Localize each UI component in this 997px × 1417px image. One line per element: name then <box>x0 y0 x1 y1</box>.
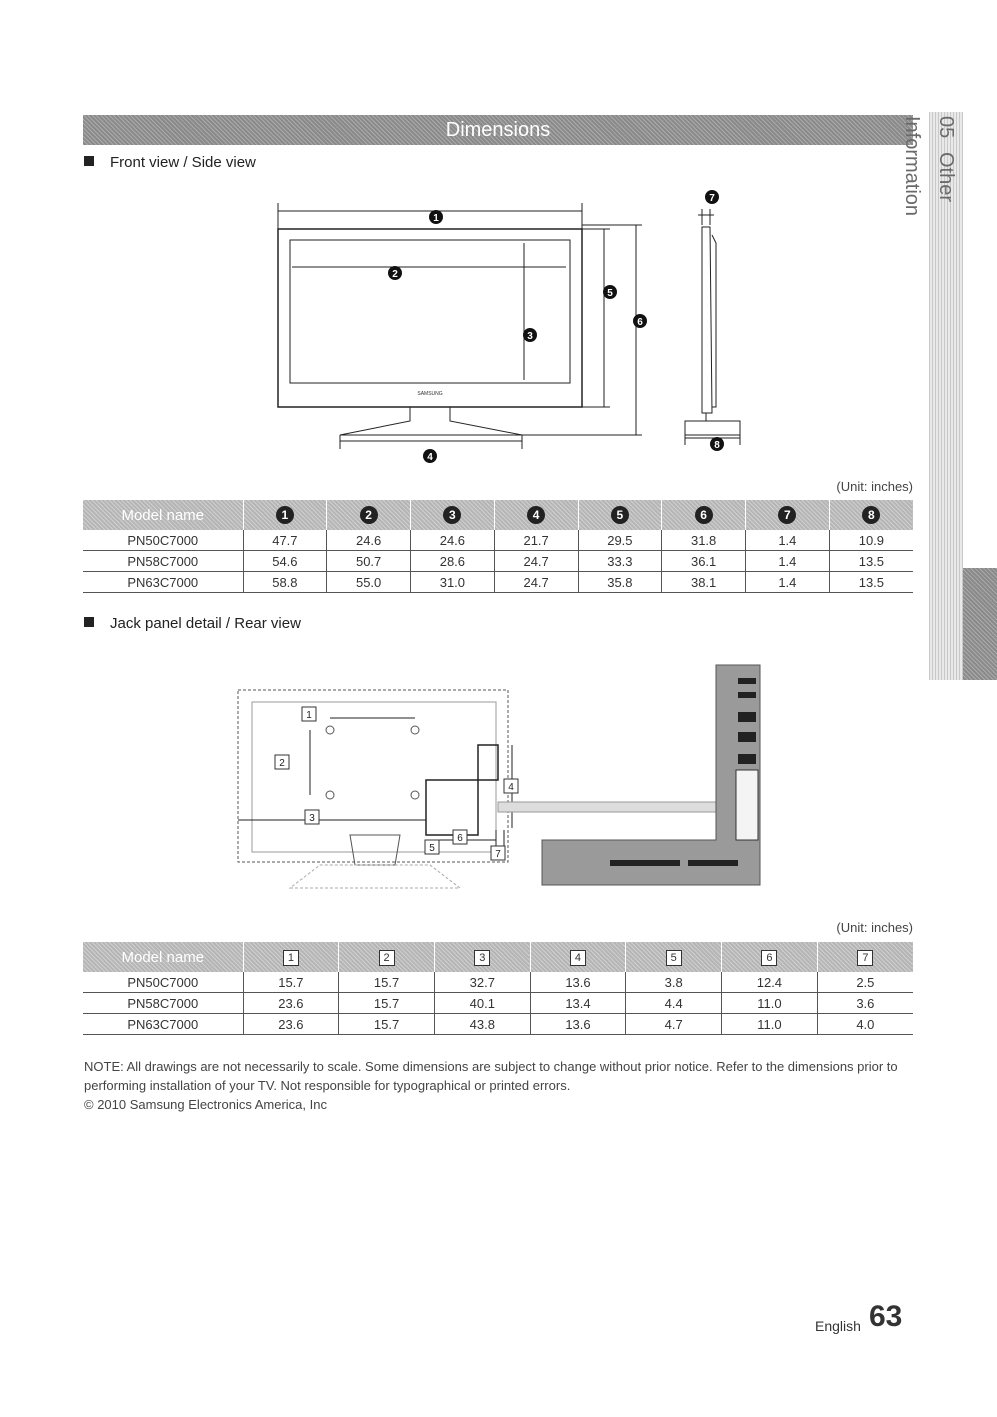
chapter-title: Other Information <box>901 116 957 217</box>
rear-label-5: 5 <box>429 843 435 854</box>
label-1-box: 1 <box>283 950 299 966</box>
label-4-badge: 4 <box>527 506 545 524</box>
cell: PN50C7000 <box>83 972 243 993</box>
page-number: 63 <box>869 1300 903 1333</box>
cell: 3.6 <box>817 993 913 1014</box>
cell: 4.7 <box>626 1014 722 1035</box>
label-5-box: 5 <box>666 950 682 966</box>
cell: 33.3 <box>578 551 662 572</box>
cell: 24.7 <box>494 572 578 593</box>
front-label-1 <box>429 210 443 224</box>
table-row <box>83 551 913 572</box>
front-label-4 <box>423 449 437 463</box>
front-label-3 <box>523 328 537 342</box>
cell: 58.8 <box>243 572 327 593</box>
front-label-2-text: 2 <box>392 269 398 280</box>
front-label-6-text: 6 <box>637 317 643 328</box>
rear-label-2: 2 <box>279 758 285 769</box>
page-title: Dimensions <box>445 119 551 141</box>
cell: 4.4 <box>626 993 722 1014</box>
column-header-model: Model name <box>83 942 243 972</box>
front-side-view-diagram <box>270 185 760 470</box>
table-row <box>83 572 913 593</box>
cell: 13.5 <box>829 551 913 572</box>
cell: 4.0 <box>817 1014 913 1035</box>
bullet-square-icon <box>84 617 94 627</box>
column-header-1 <box>243 500 327 530</box>
cell: 24.6 <box>327 530 411 551</box>
cell: 1.4 <box>746 530 830 551</box>
table-header-row <box>83 500 913 530</box>
cell: 36.1 <box>662 551 746 572</box>
cell: 31.8 <box>662 530 746 551</box>
column-header-7 <box>746 500 830 530</box>
cell: 13.5 <box>829 572 913 593</box>
rear-label-3: 3 <box>309 813 315 824</box>
front-label-7 <box>705 190 719 204</box>
cell: 11.0 <box>722 993 818 1014</box>
column-header-4 <box>530 942 626 972</box>
chapter-tab-label <box>901 112 963 306</box>
cell: 21.7 <box>494 530 578 551</box>
column-header-1 <box>243 942 339 972</box>
table-row <box>83 993 913 1014</box>
front-dimensions-table <box>83 500 913 593</box>
note-text: NOTE: All drawings are not necessarily to scale. Some dimensions are subject to change without prior notice. Refer to the dimensions prior to performing installation of your TV. Not responsible for typographical or printed errors. <box>84 1059 898 1093</box>
column-header-6 <box>722 942 818 972</box>
column-header-model: Model name <box>83 500 243 530</box>
cell: 11.0 <box>722 1014 818 1035</box>
cell: 24.7 <box>494 551 578 572</box>
cell: 15.7 <box>339 1014 435 1035</box>
cell: 13.6 <box>530 1014 626 1035</box>
cell: 13.6 <box>530 972 626 993</box>
table-header-row <box>83 942 913 972</box>
cell: PN58C7000 <box>83 551 243 572</box>
front-label-6 <box>633 314 647 328</box>
cell: 28.6 <box>411 551 495 572</box>
cell: 54.6 <box>243 551 327 572</box>
front-label-5 <box>603 285 617 299</box>
cell: 29.5 <box>578 530 662 551</box>
footer-language: English <box>815 1318 861 1334</box>
rear-label-4: 4 <box>508 782 514 793</box>
note-block <box>84 1057 914 1114</box>
cell: PN50C7000 <box>83 530 243 551</box>
cell: 10.9 <box>829 530 913 551</box>
rear-view-heading <box>84 615 301 632</box>
cell: 40.1 <box>434 993 530 1014</box>
column-header-3 <box>411 500 495 530</box>
cell: 32.7 <box>434 972 530 993</box>
front-view-heading-text: Front view / Side view <box>110 154 256 171</box>
column-header-6 <box>662 500 746 530</box>
cell: 24.6 <box>411 530 495 551</box>
column-header-5 <box>626 942 722 972</box>
front-view-heading <box>84 154 256 171</box>
cell: 12.4 <box>722 972 818 993</box>
column-header-7 <box>817 942 913 972</box>
cell: 15.7 <box>339 993 435 1014</box>
column-header-8 <box>829 500 913 530</box>
rear-unit-label: (Unit: inches) <box>836 920 913 935</box>
label-8-badge: 8 <box>862 506 880 524</box>
connector-band <box>498 802 723 812</box>
cell: 1.4 <box>746 572 830 593</box>
chapter-tab-marker <box>963 568 997 680</box>
rear-label-7: 7 <box>495 849 501 860</box>
label-4-box: 4 <box>570 950 586 966</box>
cell: 55.0 <box>327 572 411 593</box>
cell: 13.4 <box>530 993 626 1014</box>
front-label-7-text: 7 <box>709 193 715 204</box>
copyright-text: © 2010 Samsung Electronics America, Inc <box>84 1097 327 1112</box>
front-unit-label: (Unit: inches) <box>836 479 913 494</box>
cell: 15.7 <box>339 972 435 993</box>
label-3-box: 3 <box>474 950 490 966</box>
rear-view-diagram <box>230 660 765 895</box>
table-row <box>83 530 913 551</box>
cell: 47.7 <box>243 530 327 551</box>
cell: 35.8 <box>578 572 662 593</box>
table-row <box>83 972 913 993</box>
front-label-4-text: 4 <box>427 452 433 463</box>
cell: 23.6 <box>243 1014 339 1035</box>
rear-view-heading-text: Jack panel detail / Rear view <box>110 615 301 632</box>
bullet-square-icon <box>84 156 94 166</box>
tv-brand-label: SAMSUNG <box>417 391 443 397</box>
jack-panel <box>542 665 760 885</box>
column-header-2 <box>339 942 435 972</box>
front-label-5-text: 5 <box>607 288 613 299</box>
table-row <box>83 1014 913 1035</box>
cell: PN63C7000 <box>83 1014 243 1035</box>
cell: 15.7 <box>243 972 339 993</box>
cell: 50.7 <box>327 551 411 572</box>
label-7-badge: 7 <box>778 506 796 524</box>
label-6-badge: 6 <box>695 506 713 524</box>
front-label-8 <box>710 437 724 451</box>
front-label-2 <box>388 266 402 280</box>
chapter-number: 05 <box>935 116 957 139</box>
rear-dimensions-table <box>83 942 913 1035</box>
label-2-badge: 2 <box>360 506 378 524</box>
section-title-bar <box>83 115 913 145</box>
column-header-4 <box>494 500 578 530</box>
cell: PN58C7000 <box>83 993 243 1014</box>
column-header-5 <box>578 500 662 530</box>
label-3-badge: 3 <box>443 506 461 524</box>
column-header-2 <box>327 500 411 530</box>
column-header-3 <box>434 942 530 972</box>
front-label-3-text: 3 <box>527 331 533 342</box>
front-label-1-text: 1 <box>433 213 439 224</box>
cell: 2.5 <box>817 972 913 993</box>
label-1-badge: 1 <box>276 506 294 524</box>
label-5-badge: 5 <box>611 506 629 524</box>
cell: 31.0 <box>411 572 495 593</box>
label-7-box: 7 <box>857 950 873 966</box>
rear-label-1: 1 <box>306 710 312 721</box>
cell: PN63C7000 <box>83 572 243 593</box>
cell: 43.8 <box>434 1014 530 1035</box>
cell: 38.1 <box>662 572 746 593</box>
rear-label-6: 6 <box>457 833 463 844</box>
cell: 1.4 <box>746 551 830 572</box>
label-2-box: 2 <box>379 950 395 966</box>
chapter-side-tab <box>901 112 963 680</box>
cell: 3.8 <box>626 972 722 993</box>
front-label-8-text: 8 <box>714 440 720 451</box>
label-6-box: 6 <box>761 950 777 966</box>
cell: 23.6 <box>243 993 339 1014</box>
